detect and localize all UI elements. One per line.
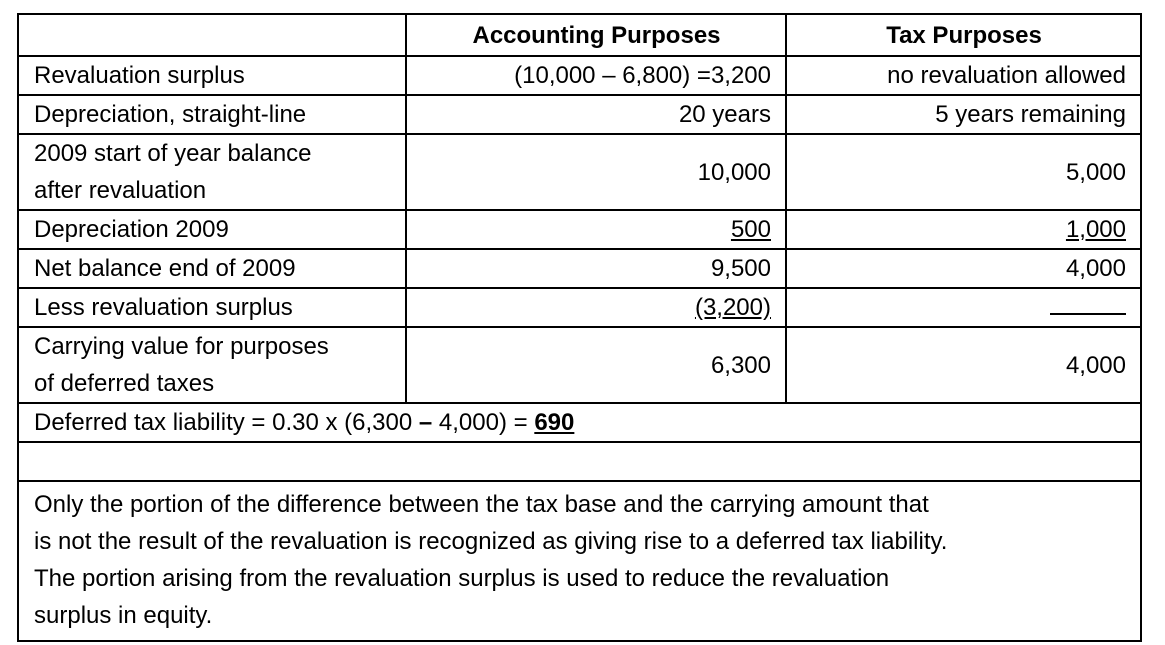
table-row-start-balance [18,134,1141,210]
table-row-depreciation-method [18,95,1141,134]
row-label: Depreciation 2009 [18,210,406,249]
row-label-line2: of deferred taxes [34,370,215,397]
accounting-value: 9,500 [406,249,786,288]
row-label: Revaluation surplus [18,56,406,95]
blank-underline [1050,289,1126,315]
formula-result: 690 [534,409,575,436]
accounting-value [406,288,786,327]
header-tax-purposes: Tax Purposes [786,14,1141,56]
note-line3: The portion arising from the revaluation surplus is used to reduce the revaluation [34,565,890,592]
table-row-net-balance [18,249,1141,288]
table-row-empty [18,442,1141,481]
tax-value [786,288,1141,327]
accounting-value-underlined: (3,200) [694,294,771,321]
header-row [18,14,1141,56]
tax-value: 4,000 [786,249,1141,288]
accounting-value: 10,000 [406,134,786,210]
row-label: Net balance end of 2009 [18,249,406,288]
note-line4: surplus in equity. [34,602,213,629]
tax-value-underlined: 1,000 [1065,216,1126,243]
header-accounting-purposes: Accounting Purposes [406,14,786,56]
tax-value: 5,000 [786,134,1141,210]
note-line1: Only the portion of the difference between the tax base and the carrying amount that [34,491,929,518]
tax-value: no revaluation allowed [786,56,1141,95]
deferred-tax-table [17,13,1142,642]
tax-value: 4,000 [786,327,1141,403]
deferred-tax-formula [18,403,1141,442]
table-row-depreciation-2009 [18,210,1141,249]
empty-cell [18,442,1141,481]
table-row-carrying-value [18,327,1141,403]
accounting-value: (10,000 – 6,800) =3,200 [406,56,786,95]
table-row-deferred-tax-liability [18,403,1141,442]
row-label: Less revaluation surplus [18,288,406,327]
accounting-value-underlined: 500 [730,216,771,243]
header-blank-cell [18,14,406,56]
table-row-revaluation-surplus [18,56,1141,95]
accounting-value: 20 years [406,95,786,134]
formula-prefix: Deferred tax liability = 0.30 x (6,300 [34,409,419,436]
table-row-less-revaluation [18,288,1141,327]
formula-middle: 4,000) = [432,409,535,436]
row-label: Depreciation, straight-line [18,95,406,134]
row-label-line1: 2009 start of year balance [34,140,312,167]
row-label [18,134,406,210]
row-label-line1: Carrying value for purposes [34,333,329,360]
note-text [18,481,1141,641]
formula-dash: – [418,409,433,436]
accounting-value: 6,300 [406,327,786,403]
note-line2: is not the result of the revaluation is recognized as giving rise to a deferred tax liability. [34,528,948,555]
accounting-value [406,210,786,249]
row-label-line2: after revaluation [34,177,207,204]
tax-value [786,210,1141,249]
row-label [18,327,406,403]
table-row-note [18,481,1141,641]
tax-value: 5 years remaining [786,95,1141,134]
